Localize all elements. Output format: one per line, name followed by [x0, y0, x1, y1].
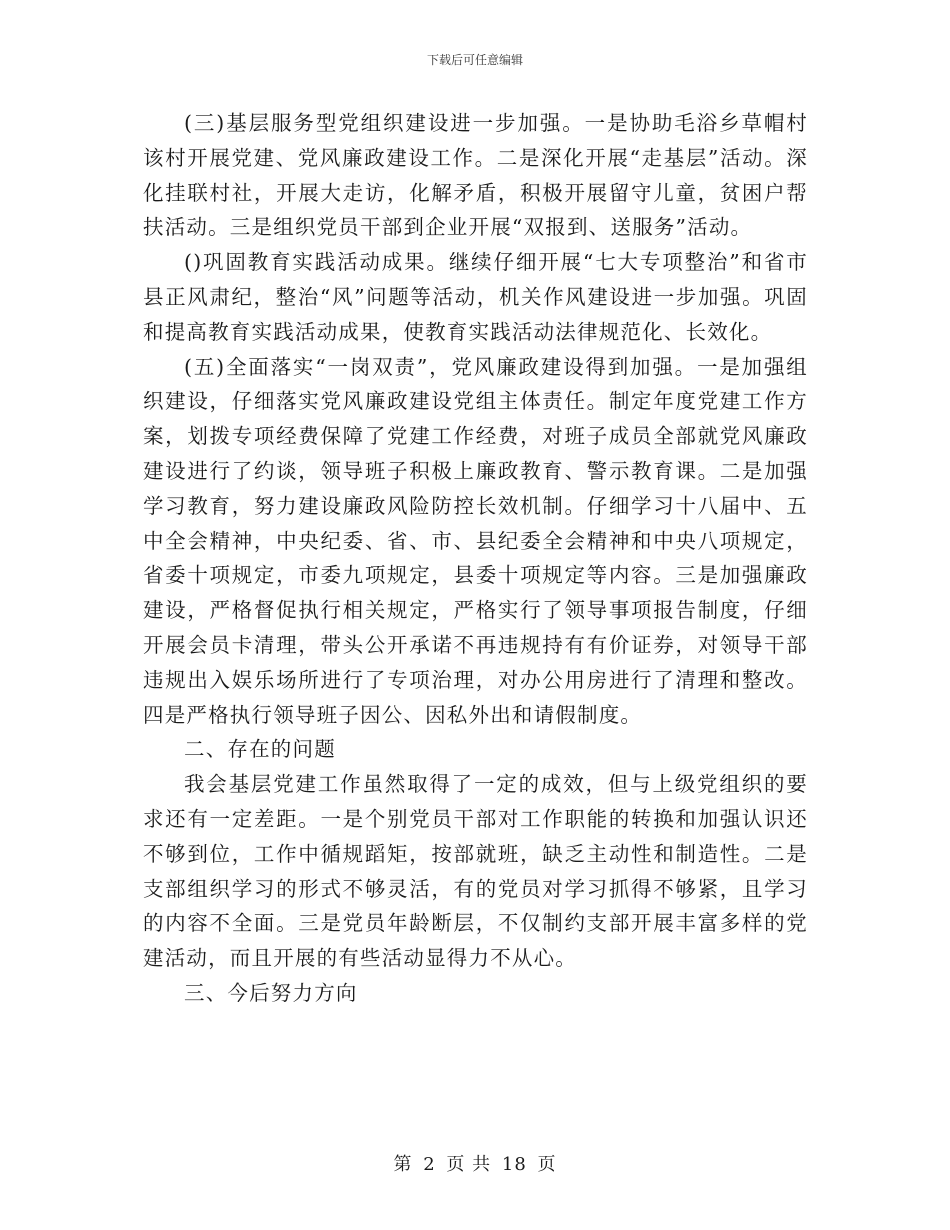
heading-existing-problems: 二、存在的问题 — [184, 737, 336, 762]
footer-page-number: 2 — [423, 1154, 436, 1175]
page-footer — [0, 1154, 950, 1176]
paragraph-section-five: (五)全面落实“一岗双责”，党风廉政建设得到加强。一是加强组织建设，仔细落实党风廉政建设党组主体责任。制定年度党建工作方案，划拨专项经费保障了党建工作经费，对班子成员全部就党风廉政建设进行了约谈，领导班子积极上廉政教育、警示教育课。二是加强学习教育，努力建设廉政风险防控长效机制。仔细学习十八届中、五中全会精神，中央纪委、省、市、县纪委全会精神和中央八项规定，省委十项规定，市委九项规定，县委十项规定等内容。三是加强廉政建设，严格督促执行相关规定，严格实行了领导事项报告制度，仔细开展会员卡清理，带头公开承诺不再违规持有有价证券，对领导干部违规出入娱乐场所进行了专项治理，对办公用房进行了清理和整改。四是严格执行领导班子因公、因私外出和请假制度。 — [143, 354, 808, 727]
paragraph-section-three: (三)基层服务型党组织建设进一步加强。一是协助毛浴乡草帽村该村开展党建、党风廉政建设工作。二是深化开展“走基层”活动。深化挂联村社，开展大走访，化解矛盾，积极开展留守儿童，贫困户帮扶活动。三是组织党员干部到企业开展“双报到、送服务”活动。 — [143, 111, 808, 240]
footer-suffix: 页 — [537, 1154, 557, 1175]
heading-future-direction: 三、今后努力方向 — [184, 980, 358, 1005]
footer-prefix: 第 — [393, 1154, 413, 1175]
paragraph-problems: 我会基层党建工作虽然取得了一定的成效，但与上级党组织的要求还有一定差距。一是个别党员干部对工作职能的转换和加强认识还不够到位，工作中循规蹈矩，按部就班，缺乏主动性和制造性。二是支部组织学习的形式不够灵活，有的党员对学习抓得不够紧，且学习的内容不全面。三是党员年龄断层，不仅制约支部开展丰富多样的党建活动，而且开展的有些活动显得力不从心。 — [143, 772, 808, 971]
page-header — [0, 52, 950, 68]
header-text: 下载后可任意编辑 — [426, 53, 523, 67]
document-body — [143, 106, 808, 1011]
footer-total-pages: 18 — [501, 1154, 527, 1175]
paragraph-section-four: ()巩固教育实践活动成果。继续仔细开展“七大专项整治”和省市县正风肃纪，整治“风”问题等活动，机关作风建设进一步加强。巩固和提高教育实践活动成果，使教育实践活动法律规范化、长效化。 — [143, 250, 808, 344]
footer-middle: 页 共 — [446, 1154, 492, 1175]
